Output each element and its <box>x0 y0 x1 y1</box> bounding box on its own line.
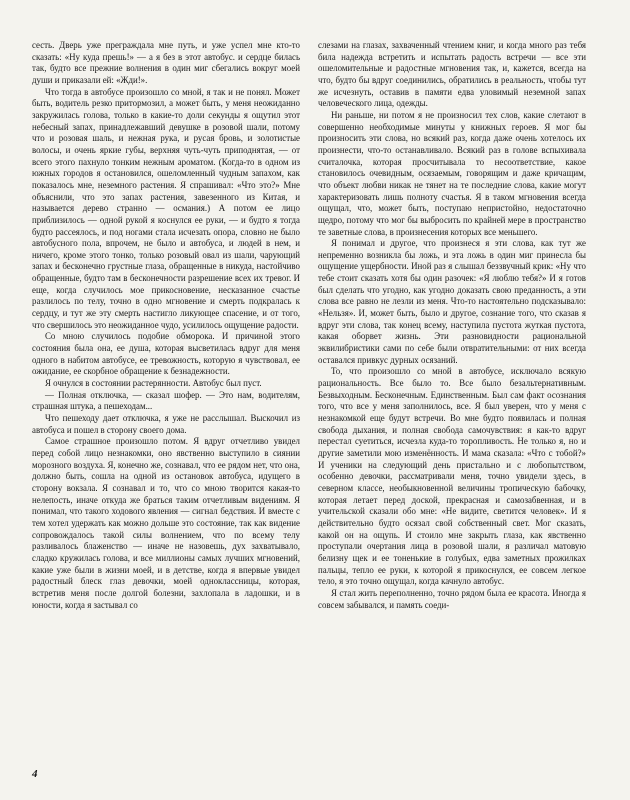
paragraph: Самое страшное произошло потом. Я вдруг отчетливо увидел перед собой лицо незнакомки, оно явственно выступило в сиянии морозного воздуха. Я, конечно же, сознавал, что ее рядом нет, что она, должно быть, сошла на одной из остановок автобуса, идущего в сторону вокзала. Я сознавал и то, что со мною творится какая-то нелепость, иначе откуда же браться таким отчетливым видениям. Я понимал, что такого ходового явления — сигнал бедствия. И вместе с тем хотел удержать как можно дольше это состояние, так как видение сопровождалось такой силы волнением, что по всему телу разливалось блаженство — иначе не назовешь, дух захватывало, сладко кружилась голова, и все миллионы самых лучших мгновений, какие уже были в жизни моей, и в детстве, когда я впервые увидел радостный блеск глаз девочки, моей одноклассницы, которая, встретив меня после долгой болезни, захлопала в ладошки, и в юности, когда я застывал со <box>32 436 300 610</box>
page-number: 4 <box>32 768 38 780</box>
paragraph: сесть. Дверь уже преграждала мне путь, и уже успел мне кто-то сказать: «Ну куда прешь!» — а я без в этот автобус. и сердце билась так, будто все прежние волнения в один миг сбегались вокруг моей души и приказали ей: «Жди!». <box>32 40 300 85</box>
left-column <box>32 40 300 611</box>
paragraph: Я понимал и другое, что произнеся я эти слова, как тут же непременно возникла бы ложь, и эта ложь в один миг принесла бы ощущение ущербности. Иной раз я слышал беззвучный крик: «Ну что тебе стоит сказать хотя бы один разочек: «Я люблю тебя?» И я готов был сделать что угодно, как угодно доказать свою преданность, а эти слова все равно не лезли из меня. Что-то настоятельно подсказывало: «Нельзя». И, может быть, было и другое, сознание того, что сказав я вдруг эти слова, так конец всему, наступила пустота жуткая пустота, какая оборвет жизнь. Эти разновидности рациональной эквилибристики сами по себе были отвратительными: от них всегда оставался привкус дурных осязаний. <box>318 238 586 365</box>
paragraph: То, что произошло со мной в автобусе, исключало всякую рациональность. Все было то. Все было безальтернативным. Безвыходным. Бесконечным. Единственным. Был сам факт осознания того, что все у меня заполнилось, все. Я был уверен, что у меня с незнакомкой еще будут встречи. Во мне будто появилась и полная свобода дыхания, и полная свобода самочувствия: я как-то вдруг перестал суетиться, исчезла куда-то торопливость. Не только я, но и другие заметили мою изменённость. И мама сказала: «Что с тобой?» И ученики на следующий день пристально и с любопытством, особенно девочки, рассматривали меня, точно увидели здесь, в северном классе, необыкновенной величины тропическую бабочку, которая летает перед доской, прекрасная и самозабвенная, и в учительской сказали обо мне: «Не видите, светится человек». И я действительно будто осязал свой собственный свет. Мог сказать, какой он на ощупь. И стоило мне закрыть глаза, как явственно проступали очертания лица в розовой шали, я различал матовую белизну щек и ее тоненькие в голубых, едва заметных прожилках пальцы, тепло ее руки, к которой я прикоснулся, ее совсем легкое тело, я это точно ощущал, когда качнуло автобус. <box>318 366 586 587</box>
right-column <box>318 40 586 611</box>
paragraph: Ни раньше, ни потом я не произносил тех слов, какие слетают в совершенно необходимые минуты у книжных героев. Я мог бы произносить эти слова, но всякий раз, когда даже очень хотелось их произнести, что-то останавливало. Всякий раз в голове вспыхивала считалочка, которая просчитывала то несоответствие, какое становилось очевидным, осязаемым, говорящим и даже кричащим, что объект любви никак не тянет на те последние слова, какие могут характеризовать лишь полноту счастья. Я в таком мгновения всегда ощущал, что, может быть, поступаю непристойно, недостаточно щедро, потому что мог бы выбросить по крайней мере в пространство те заветные слова, в произнесения которых все меньшего. <box>318 109 586 237</box>
paragraph: Что тогда в автобусе произошло со мной, я так и не понял. Может быть, водитель резко притормозил, а может быть, у меня неожиданно закружилась голова, только в какие-то доли секунды я ощутил этот небесный запах, принадлежавший девушке в розовой шали, потому что и розовая шаль, и нежная рука, и русая бровь, и золотистые волосы, и очень яркие губы, верхняя чуть-чуть приподнятая, — от всего этого пахнуло тонким нежным ароматом. (Когда-то в одном из южных городов я остановился, ошеломленный чудным запахом, как показалось мне, неземного растения. Я спрашивал: «Что это?» Мне объяснили, что это запах растения, завезенного из Китая, и называется дерево странно — османия.) А потом ее лицо приблизилось — одной рукой я коснулся ее руки, — и будто я тогда будто рассеялось, и под ногами стала исчезать опора, словно не было автобусного пола, впрочем, не было и автобуса, и людей в нем, и ничего, кроме этого тонко, только розовый овал из шали, чарующий запах и бесконечно грустные глаза, обращенные в никуда, настойчиво обращенные, будто там в бесконечности разрешение всех их тревог. И еще, когда случилось мое прикосновение, несказанное счастье разлилось по телу, точно в одно мгновение и смерть подкралась к сердцу, и тут же эту смерть настигло ликующее спасение, и от того, что свершилось это неожиданное чудо, усилилось ощущение радости. <box>32 86 300 330</box>
paragraph: Я очнулся в состоянии растерянности. Автобус был пуст. <box>45 378 262 389</box>
paragraph: Я стал жить переполненно, точно рядом была ее красота. Иногда я совсем забывался, и память соеди- <box>318 587 586 610</box>
paragraph: слезами на глазах, захваченный чтением книг, и когда много раз тебя била надежда встретить и испытать радость встречи — все эти ошеломительные и радостные мгновения так, и, кажется, всегда на что, будто бы вдруг соединились, обратились в реальность, чтобы тут же исчезнуть, оставив в памяти едва уловимый неземной запах человеческого лица, одежды. <box>318 40 586 109</box>
paragraph: Что пешеходу дает отключка, я уже не расслышал. Выскочил из автобуса и пошел в сторону своего дома. <box>32 413 300 435</box>
paragraph: — Полная отключка, — сказал шофер. — Это нам, водителям, страшная штука, а пешеходам... <box>32 389 300 412</box>
paragraph: Со мною случилось подобие обморока. И причиной этого состояния была она, ее душа, которая высветилась вдруг для меня одного в набитом автобусе, ее тревожность, которую я чувствовал, ее ожидание, ее скорбное обращение к безнадежности. <box>32 331 300 377</box>
